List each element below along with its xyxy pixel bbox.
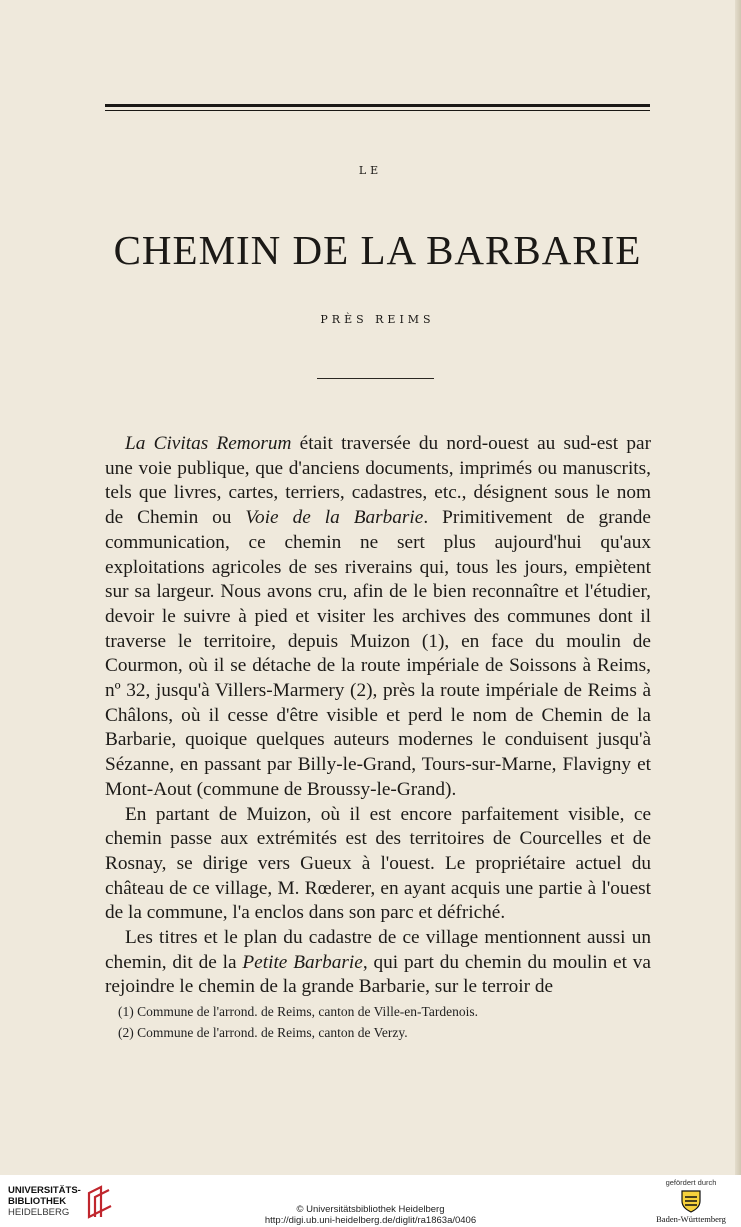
footnote-1: (1) Commune de l'arrond. de Reims, canton de Ville-en-Tardenois. <box>118 1004 478 1019</box>
copyright-text: © Universitätsbibliothek Heidelberg <box>296 1204 445 1215</box>
coat-of-arms-icon <box>680 1189 702 1213</box>
header-rule-thick <box>105 104 650 107</box>
page-subtitle: PRÈS REIMS <box>320 313 435 326</box>
ub-name-line2: BIBLIOTHEK <box>8 1195 67 1207</box>
funding-notice <box>655 1178 727 1224</box>
italic-term: Petite Barbarie <box>242 951 363 973</box>
paragraph-3: Les titres et le plan du cadastre de ce village mentionnent aussi un chemin, dit de la Petite Barbarie, qui part du chemin du moulin et va rejoindre le chemin de la grande Barbarie, sur le terroir de <box>105 927 651 998</box>
italic-term: La Civitas Remorum <box>125 433 292 454</box>
header-rule-thin <box>105 110 650 111</box>
paragraph-2: En partant de Muizon, où il est encore parfaitement visible, ce chemin passe aux extrémités est des territoires de Courcelles et de Rosnay, se dirige vers Gueux à l'ouest. Le propriétaire actuel du château de ce village, M. Rœderer, en ayant acquis une partie à l'ouest de la commune, l'a enclos dans son parc et défriché. <box>105 803 651 924</box>
title-divider <box>317 378 434 379</box>
state-name: Baden-Württemberg <box>656 1214 726 1224</box>
title-article: LE <box>358 164 383 177</box>
funded-by-label: gefördert durch <box>665 1178 717 1187</box>
paragraph-1: La Civitas Remorum était traversée du nord-ouest au sud-est par une voie publique, que d'anciens documents, imprimés ou manuscrits, tels que livres, cartes, terriers, cadastres, etc., désignent sous le nom de Chemin ou Voie de la Barbarie. Primitivement de grande communication, ce chemin ne sert plus aujourd'hui qu'aux exploitations agricoles de ses riverains qui, tous les jours, empiètent sur sa largeur. Nous avons cru, afin de le bien reconnaître et l'étudier, devoir le suivre à pied et visiter les archives des communes dont il traverse le territoire, depuis Muizon (1), en face du moulin de Courmon, où il se détache de la route impériale de Soissons à Reims, nº 32, jusqu'à Villers-Marmery (2), près la route impériale de Reims à Châlons, où il cesse d'être visible et perd le nom de Chemin de la Barbarie, quoique quelques auteurs modernes le conduisent jusqu'à Sézanne, en passant par Billy-le-Grand, Tours-sur-Marne, Flavigny et Mont-Aout (commune de Broussy-le-Grand). <box>105 433 651 800</box>
page-title: CHEMIN DE LA BARBARIE <box>113 227 642 273</box>
footnotes <box>118 1001 658 1043</box>
library-footer <box>0 1175 741 1227</box>
footnote-2: (2) Commune de l'arrond. de Reims, canton de Verzy. <box>118 1025 408 1040</box>
permalink[interactable]: http://digi.ub.uni-heidelberg.de/diglit/ra1863a/0406 <box>264 1215 477 1226</box>
ub-name-line3: HEIDELBERG <box>8 1206 70 1218</box>
ub-name-line1: UNIVERSITÄTS- <box>8 1184 81 1196</box>
italic-term: Voie de la Barbarie <box>245 507 424 529</box>
article-body <box>105 432 651 1000</box>
copyright-block <box>0 1204 741 1226</box>
